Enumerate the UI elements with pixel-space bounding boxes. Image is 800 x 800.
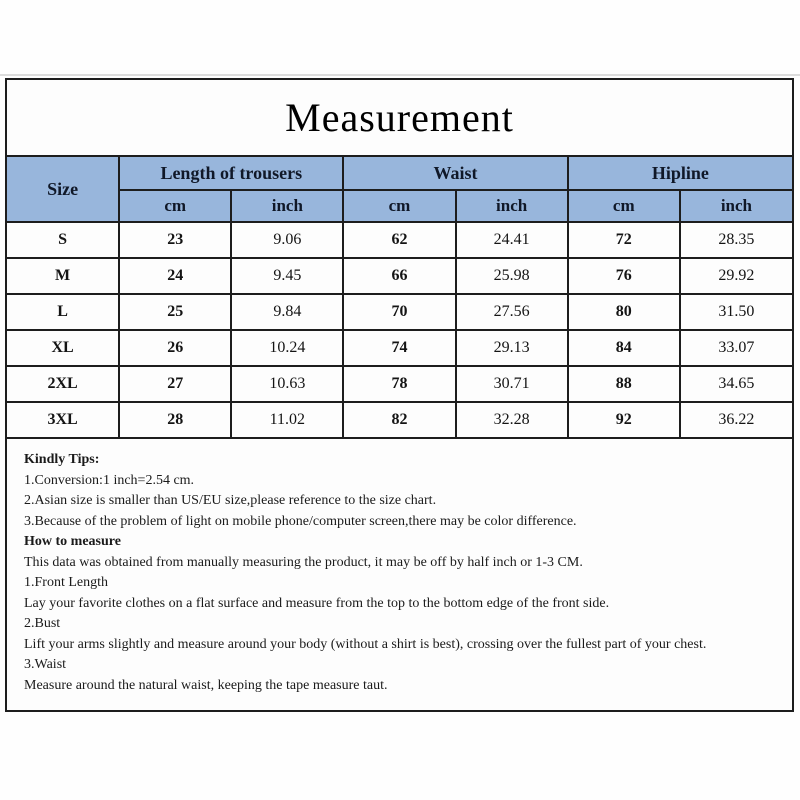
note-line: 2.Bust [24, 616, 61, 631]
size-cell: S [7, 222, 119, 258]
inch-value-cell: 29.92 [680, 258, 792, 294]
table-row [7, 294, 792, 330]
cm-value-cell: 74 [343, 330, 455, 366]
inch-value-cell: 25.98 [456, 258, 568, 294]
table-row [7, 366, 792, 402]
inch-value-cell: 10.63 [231, 366, 343, 402]
inch-value-cell: 31.50 [680, 294, 792, 330]
inch-value-cell: 27.56 [456, 294, 568, 330]
cm-value-cell: 26 [119, 330, 231, 366]
inch-value-cell: 28.35 [680, 222, 792, 258]
col-header-waist: Waist [343, 156, 567, 190]
notes-heading: How to measure [24, 534, 121, 549]
cm-value-cell: 28 [119, 402, 231, 438]
cm-value-cell: 88 [568, 366, 680, 402]
cm-value-cell: 76 [568, 258, 680, 294]
inch-value-cell: 29.13 [456, 330, 568, 366]
table-row [7, 402, 792, 438]
table-row [7, 222, 792, 258]
cm-value-cell: 66 [343, 258, 455, 294]
unit-header-hipline-inch: inch [680, 190, 792, 222]
table-row [7, 258, 792, 294]
note-line: 1.Front Length [24, 575, 108, 590]
unit-header-length-cm: cm [119, 190, 231, 222]
cm-value-cell: 25 [119, 294, 231, 330]
cm-value-cell: 24 [119, 258, 231, 294]
inch-value-cell: 9.45 [231, 258, 343, 294]
cm-value-cell: 84 [568, 330, 680, 366]
top-divider-line [0, 74, 800, 76]
inch-value-cell: 9.84 [231, 294, 343, 330]
unit-header-waist-cm: cm [343, 190, 455, 222]
page-title: Measurement [285, 95, 514, 140]
inch-value-cell: 30.71 [456, 366, 568, 402]
size-cell: M [7, 258, 119, 294]
size-cell: XL [7, 330, 119, 366]
note-line: This data was obtained from manually measuring the product, it may be off by half inch or 1-3 CM. [24, 554, 583, 570]
notes-heading: Kindly Tips: [24, 452, 100, 467]
notes-section [7, 439, 792, 696]
note-line: 3.Waist [24, 657, 67, 672]
inch-value-cell: 32.28 [456, 402, 568, 438]
note-line: 3.Because of the problem of light on mobile phone/computer screen,there may be color difference. [24, 513, 577, 529]
inch-value-cell: 9.06 [231, 222, 343, 258]
inch-value-cell: 24.41 [456, 222, 568, 258]
inch-value-cell: 34.65 [680, 366, 792, 402]
header-unit-row [7, 190, 792, 222]
unit-header-waist-inch: inch [456, 190, 568, 222]
measurement-sheet [5, 78, 794, 712]
note-line: Lay your favorite clothes on a flat surface and measure from the top to the bottom edge of the front side. [24, 595, 610, 611]
note-line: Measure around the natural waist, keeping the tape measure taut. [24, 677, 388, 693]
table-row [7, 330, 792, 366]
inch-value-cell: 11.02 [231, 402, 343, 438]
inch-value-cell: 33.07 [680, 330, 792, 366]
size-cell: 3XL [7, 402, 119, 438]
col-header-hipline: Hipline [568, 156, 792, 190]
col-header-size: Size [7, 156, 119, 222]
note-line: 1.Conversion:1 inch=2.54 cm. [24, 472, 195, 488]
size-chart-header [7, 156, 792, 222]
cm-value-cell: 62 [343, 222, 455, 258]
size-chart-table [7, 155, 792, 439]
cm-value-cell: 92 [568, 402, 680, 438]
cm-value-cell: 70 [343, 294, 455, 330]
unit-header-hipline-cm: cm [568, 190, 680, 222]
inch-value-cell: 36.22 [680, 402, 792, 438]
inch-value-cell: 10.24 [231, 330, 343, 366]
note-line: Lift your arms slightly and measure around your body (without a shirt is best), crossing over the fullest part of your chest. [24, 636, 707, 652]
cm-value-cell: 82 [343, 402, 455, 438]
cm-value-cell: 72 [568, 222, 680, 258]
col-header-length-of-trousers: Length of trousers [119, 156, 343, 190]
header-group-row [7, 156, 792, 190]
size-cell: L [7, 294, 119, 330]
size-chart-body [7, 222, 792, 438]
note-line: 2.Asian size is smaller than US/EU size,please reference to the size chart. [24, 493, 437, 508]
cm-value-cell: 78 [343, 366, 455, 402]
cm-value-cell: 80 [568, 294, 680, 330]
unit-header-length-inch: inch [231, 190, 343, 222]
cm-value-cell: 23 [119, 222, 231, 258]
cm-value-cell: 27 [119, 366, 231, 402]
size-cell: 2XL [7, 366, 119, 402]
